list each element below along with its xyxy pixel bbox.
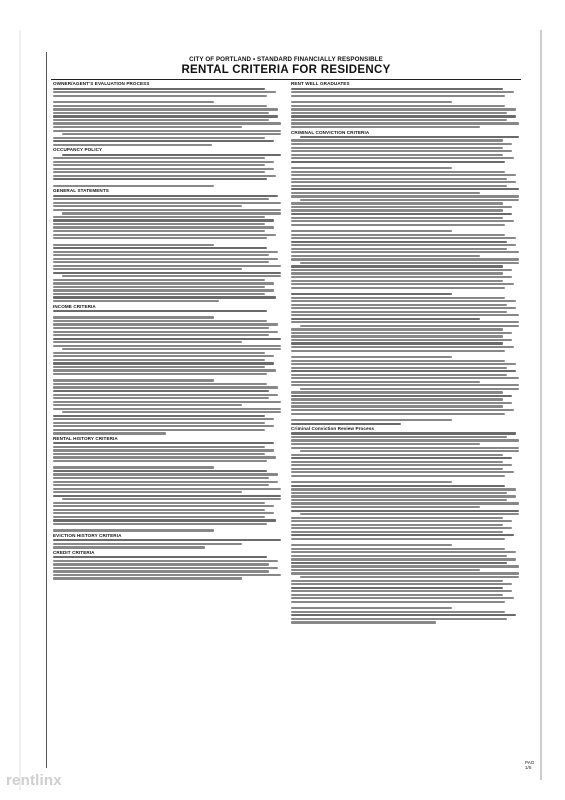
text-line [53,101,214,103]
text-line [291,188,519,190]
text-line [300,450,519,452]
paragraph-gap [291,353,521,355]
text-line [53,323,278,325]
text-line [291,572,519,574]
text-line [291,457,512,459]
text-line [53,171,265,173]
text-line [62,498,281,500]
text-line [300,262,519,264]
text-line [291,551,516,553]
section-heading: INCOME CRITERIA [53,303,96,309]
text-line [53,408,281,410]
text-line [291,265,503,267]
text-line [53,334,269,336]
text-line [291,283,514,285]
text-line [291,335,503,337]
section-heading: CREDIT CRITERIA [53,549,95,555]
text-line [291,621,436,623]
text-line [291,248,507,250]
text-line [53,244,214,246]
text-line [53,157,265,159]
text-line [291,569,480,571]
text-line [291,350,505,352]
text-line [291,220,514,222]
text-line [291,342,503,344]
text-line [53,115,278,117]
text-line [291,562,507,564]
text-line [62,154,281,156]
text-line [53,168,274,170]
text-line [291,548,505,550]
text-line [53,209,281,211]
right-column [291,80,521,755]
text-line [53,546,205,548]
text-line [291,157,514,159]
text-line [53,379,214,381]
text-line [53,460,267,462]
text-line [291,495,516,497]
text-line [291,314,519,316]
text-line [53,247,267,249]
text-line [291,88,503,90]
text-line [291,244,516,246]
text-line [53,560,278,562]
text-line [291,363,516,365]
text-line [53,446,265,448]
text-line [291,611,505,613]
text-line [291,468,503,470]
text-line [53,108,278,110]
text-line [53,523,267,525]
text-line [53,130,281,132]
text-line [291,251,519,253]
text-line [53,234,276,236]
text-line [53,519,276,521]
watermark-logo: rentlinx [6,772,62,789]
text-line [291,481,452,483]
text-line [53,484,269,486]
text-line [291,534,514,536]
text-line [291,374,507,376]
text-line [53,310,267,312]
text-line [291,443,480,445]
text-line [291,91,514,93]
text-line [53,282,274,284]
text-line [53,466,214,468]
text-line [53,205,242,207]
text-line [291,524,503,526]
text-line [291,423,401,425]
text-line [62,411,281,413]
text-line [291,105,505,107]
text-line [291,475,505,477]
text-line [291,276,512,278]
text-line [291,499,507,501]
text-line [53,442,274,444]
text-line [291,558,516,560]
text-line [53,473,278,475]
text-line [53,401,281,403]
text-line [291,370,516,372]
text-line [53,456,276,458]
text-line [291,346,514,348]
text-line [300,136,519,138]
text-line [53,516,265,518]
text-line [53,198,269,200]
text-line [291,307,516,309]
text-line [53,397,269,399]
text-line [291,377,519,379]
text-line [53,126,242,128]
text-line [300,388,519,390]
text-line [53,112,269,114]
text-line [291,502,519,504]
text-line [291,439,519,441]
text-line [53,543,242,545]
text-line [291,419,452,421]
text-line [291,224,505,226]
text-line [53,495,281,497]
text-line [291,485,505,487]
text-line [291,597,514,599]
document-subtitle: CITY OF PORTLAND • STANDARD FINANCIALLY RESPONSIBLE [189,56,383,63]
text-line [291,119,507,121]
text-line [53,574,281,576]
text-line [53,512,274,514]
text-line [53,418,274,420]
paragraph-gap [53,313,283,315]
text-line [291,594,503,596]
text-line [53,119,269,121]
text-line [291,544,452,546]
text-line [53,502,265,504]
paragraph-gap [291,541,521,543]
text-line [291,287,505,289]
text-line [53,327,269,329]
text-line [291,195,519,197]
text-line [53,577,242,579]
text-line [53,137,265,139]
paragraph-gap [53,241,283,243]
paragraph-gap [291,290,521,292]
text-line [53,320,267,322]
text-line [53,251,278,253]
text-line [53,422,265,424]
text-line [53,144,212,146]
text-line [291,398,503,400]
page-number: PAG 1/5 [525,760,535,770]
text-line [53,453,265,455]
text-line [291,527,512,529]
text-line [62,348,281,350]
text-line [53,429,265,431]
text-line [291,154,503,156]
text-line [291,304,507,306]
text-line [300,576,519,578]
text-line [291,618,507,620]
document-header [47,56,525,76]
paragraph-gap [53,98,283,100]
text-line [53,355,274,357]
text-line [291,356,452,358]
text-line [291,332,512,334]
text-line [53,570,269,572]
text-line [53,88,265,90]
text-line [53,230,265,232]
text-line [291,381,480,383]
text-line [53,509,265,511]
text-line [53,432,166,434]
text-line [53,293,265,295]
text-line [53,258,278,260]
text-line [62,212,281,214]
text-line [53,449,274,451]
text-line [291,161,505,163]
text-line [291,206,512,208]
text-line [291,607,452,609]
text-line [291,234,505,236]
text-line [53,164,265,166]
text-line [291,202,503,204]
section-heading: EVICTION HISTORY CRITERIA [53,532,122,538]
section-heading: RENT WELL GRADUATES [291,81,350,87]
text-line [291,95,505,97]
text-line [291,520,512,522]
text-line [291,517,503,519]
text-line [291,300,516,302]
text-line [53,226,274,228]
text-line [291,461,503,463]
text-line [291,171,505,173]
paragraph-gap [291,604,521,606]
text-line [291,471,514,473]
section-heading: GENERAL STATEMENTS [53,188,109,194]
document-page [46,52,535,770]
text-line [291,321,519,323]
text-line [291,601,505,603]
text-line [53,366,265,368]
text-line [291,181,516,183]
text-line [291,147,503,149]
text-line [291,583,512,585]
text-line [291,367,507,369]
text-line [53,491,242,493]
text-line [291,255,480,257]
text-line [53,373,267,375]
text-line [53,481,278,483]
text-line [53,362,274,364]
text-line [53,175,276,177]
text-line [53,254,269,256]
text-line [53,390,269,392]
text-line [53,237,267,239]
text-line [53,279,265,281]
text-line [62,275,281,277]
text-line [62,133,281,135]
text-line [291,241,507,243]
text-line [53,477,269,479]
text-line [291,587,503,589]
text-line [291,174,516,176]
text-line [291,488,516,490]
paragraph-gap [53,182,283,184]
text-line [291,297,505,299]
text-line [291,143,512,145]
text-line [53,265,281,267]
text-line [53,341,242,343]
text-line [291,590,512,592]
paragraph-gap [53,526,283,528]
text-columns [53,80,523,755]
text-line [291,167,452,169]
text-line [291,178,507,180]
text-line [291,192,480,194]
paragraph-gap [291,98,521,100]
section-heading: Criminal Conviction Review Process [291,426,375,432]
text-line [53,369,276,371]
section-heading: RENTAL HISTORY CRITERIA [53,435,118,441]
paragraph-gap [291,416,521,418]
text-line [291,150,512,152]
text-line [300,199,519,201]
text-line [291,258,519,260]
text-line [53,488,281,490]
text-line [53,195,278,197]
text-line [53,202,281,204]
text-line [291,614,516,616]
section-heading: OWNER/AGENT'S EVALUATION PROCESS [53,81,150,87]
text-line [53,91,276,93]
text-line [291,272,503,274]
text-line [53,345,281,347]
text-line [291,293,452,295]
text-line [53,261,269,263]
text-line [53,383,267,385]
text-line [53,352,265,354]
text-line [291,506,480,508]
text-line [53,404,242,406]
text-line [291,126,480,128]
paragraph-gap [53,463,283,465]
text-line [291,328,503,330]
text-line [291,217,503,219]
text-line [53,268,242,270]
text-line [291,384,519,386]
text-line [291,492,507,494]
text-line [53,105,267,107]
text-line [291,139,503,141]
text-line [53,556,267,558]
text-line [53,567,278,569]
text-line [291,237,516,239]
text-line [291,447,519,449]
text-line [53,505,274,507]
text-line [53,338,281,340]
text-line [291,565,519,567]
text-line [291,339,512,341]
paragraph-gap [291,164,521,166]
section-heading: OCCUPANCY POLICY [53,147,103,153]
text-line [53,300,219,302]
text-line [291,580,503,582]
text-line [53,219,274,221]
text-line [53,178,267,180]
text-line [291,122,519,124]
text-line [291,555,507,557]
text-line [291,230,452,232]
text-line [291,311,507,313]
text-line [291,405,503,407]
text-line [53,296,276,298]
text-line [300,513,519,515]
text-line [53,122,281,124]
text-line [291,185,507,187]
text-line [291,454,503,456]
text-line [53,216,265,218]
text-line [53,539,281,541]
text-line [53,470,267,472]
text-line [53,185,214,187]
text-line [291,360,505,362]
text-line [291,213,512,215]
text-line [291,432,516,434]
text-line [291,531,503,533]
text-line [291,391,503,393]
document-title: RENTAL CRITERIA FOR RESIDENCY [181,64,391,76]
text-line [291,402,512,404]
text-line [53,223,265,225]
text-line [53,394,278,396]
text-line [291,436,507,438]
text-line [53,331,278,333]
text-line [53,425,274,427]
text-line [300,325,519,327]
text-line [291,413,505,415]
left-column [53,80,283,755]
text-line [291,409,514,411]
paragraph-gap [291,227,521,229]
text-line [291,101,452,103]
text-line [53,563,269,565]
text-line [291,318,480,320]
text-line [291,269,512,271]
paragraph-gap [53,376,283,378]
text-line [291,209,503,211]
text-line [53,316,214,318]
text-line [291,280,503,282]
text-line [53,529,214,531]
section-heading: CRIMINAL CONVICTION CRITERIA [291,129,370,135]
text-line [53,286,265,288]
text-line [53,95,267,97]
text-line [291,510,519,512]
text-line [291,464,512,466]
text-line [53,415,265,417]
text-line [291,115,516,117]
text-line [53,359,265,361]
text-line [53,161,274,163]
text-line [291,538,505,540]
text-line [291,112,507,114]
text-line [53,289,274,291]
text-line [291,395,512,397]
paragraph-gap [291,478,521,480]
text-line [53,140,274,142]
text-line [291,108,516,110]
text-line [53,272,281,274]
text-line [53,386,278,388]
